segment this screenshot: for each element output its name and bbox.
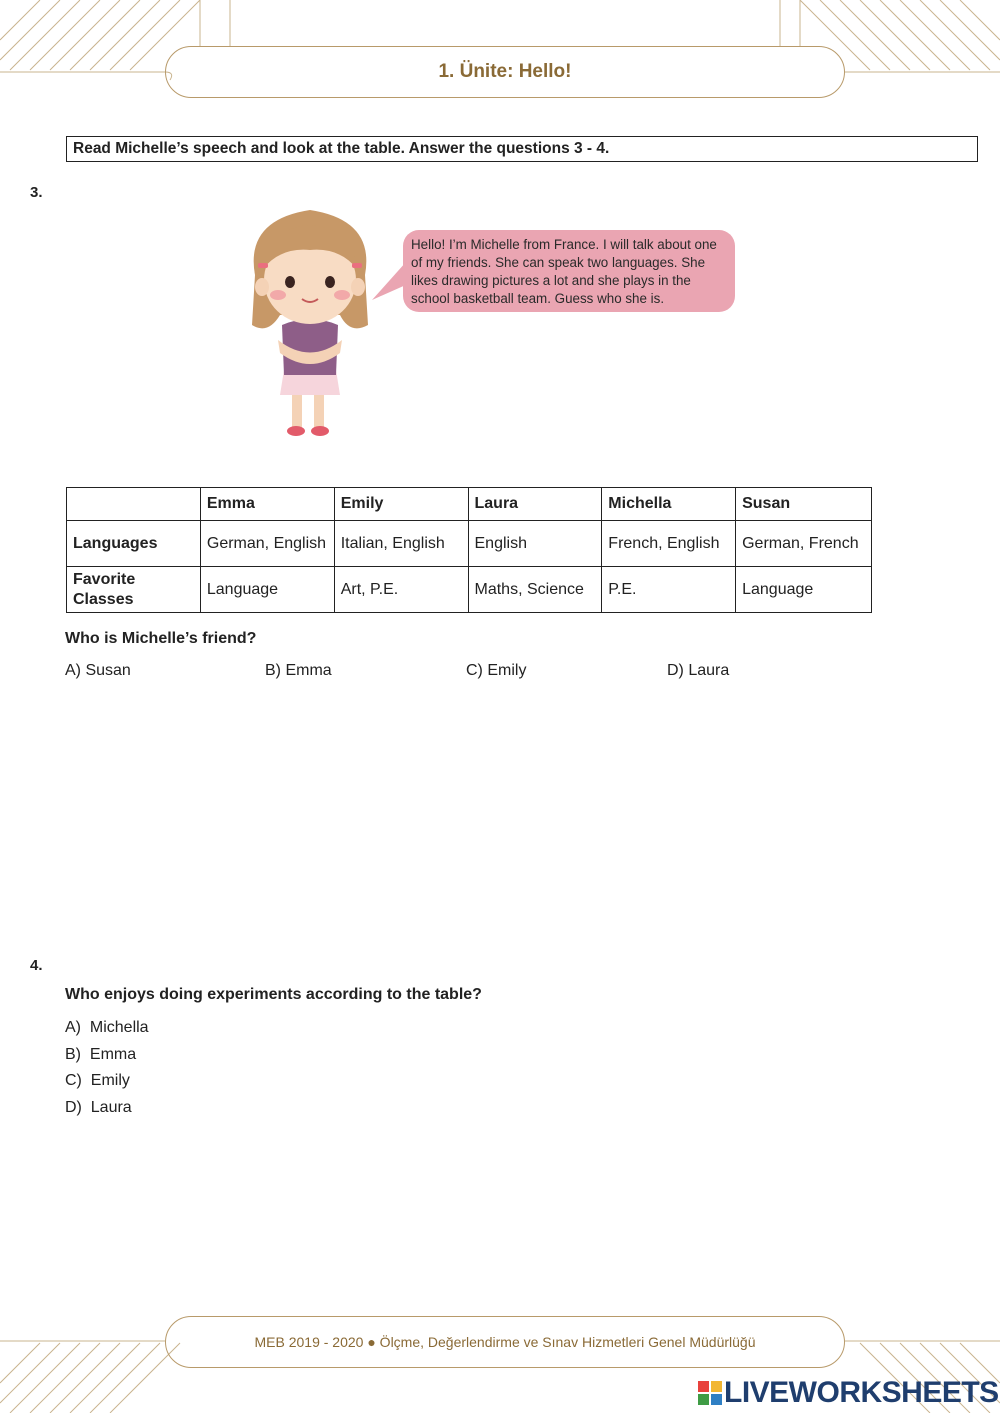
table-cell: Art, P.E. [334,567,468,613]
table-cell: German, French [736,521,872,567]
michelle-illustration [240,205,380,445]
table-cell: French, English [602,521,736,567]
table-cell: Maths, Science [468,567,602,613]
question-4-text: Who enjoys doing experiments according to the table? [65,986,482,1003]
question-3-number: 3. [30,184,43,201]
option-letter: D) [65,1099,82,1116]
table-header-emily: Emily [334,488,468,521]
logo-icon [698,1381,722,1405]
option-text: Emma [89,1046,137,1063]
option-text: Laura [90,1099,132,1116]
table-cell: English [468,521,602,567]
table-header-laura: Laura [468,488,602,521]
q3-option-d[interactable]: D) Laura [667,662,730,679]
option-letter: B) [65,1046,81,1063]
table-header-michella: Michella [602,488,736,521]
q4-option-b[interactable] [65,1046,136,1064]
table-cell: German, English [200,521,334,567]
instruction-box: Read Michelle’s speech and look at the table. Answer the questions 3 - 4. [66,136,978,162]
logo-text: LIVEWORKSHEETS [724,1376,999,1409]
table-row [67,521,872,567]
footer-text: MEB 2019 - 2020 ● Ölçme, Değerlendirme ve Sınav Hizmetleri Genel Müdürlüğü [254,1334,756,1350]
speech-bubble: Hello! I’m Michelle from France. I will talk about one of my friends. She can speak two languages. She likes drawing pictures a lot and she plays in the school basketball team. Guess who she is. [403,230,735,312]
table-cell: Language [736,567,872,613]
q3-option-c[interactable]: C) Emily [466,662,527,679]
unit-title: 1. Ünite: Hello! [438,61,572,82]
row-label-languages: Languages [67,521,201,567]
row-label-favorite-classes: Favorite Classes [67,567,201,613]
liveworksheets-logo[interactable] [698,1376,999,1410]
q3-option-a[interactable]: A) Susan [65,662,131,679]
table-cell: Italian, English [334,521,468,567]
footer-banner [165,1316,845,1368]
q4-option-a[interactable] [65,1019,149,1037]
question-4-number: 4. [30,957,43,974]
q4-option-c[interactable] [65,1072,130,1090]
option-letter: A) [65,1019,81,1036]
unit-title-banner [165,46,845,98]
q3-option-b[interactable]: B) Emma [265,662,332,679]
q4-option-d[interactable] [65,1099,132,1117]
option-text: Emily [90,1072,130,1089]
option-letter: C) [65,1072,82,1089]
option-text: Michella [89,1019,149,1036]
table-cell: Language [200,567,334,613]
table-header-emma: Emma [200,488,334,521]
table-header-empty [67,488,201,521]
question-3-text: Who is Michelle’s friend? [65,630,257,647]
table-row [67,567,872,613]
table-cell: P.E. [602,567,736,613]
table-header-susan: Susan [736,488,872,521]
friends-table [66,487,872,613]
